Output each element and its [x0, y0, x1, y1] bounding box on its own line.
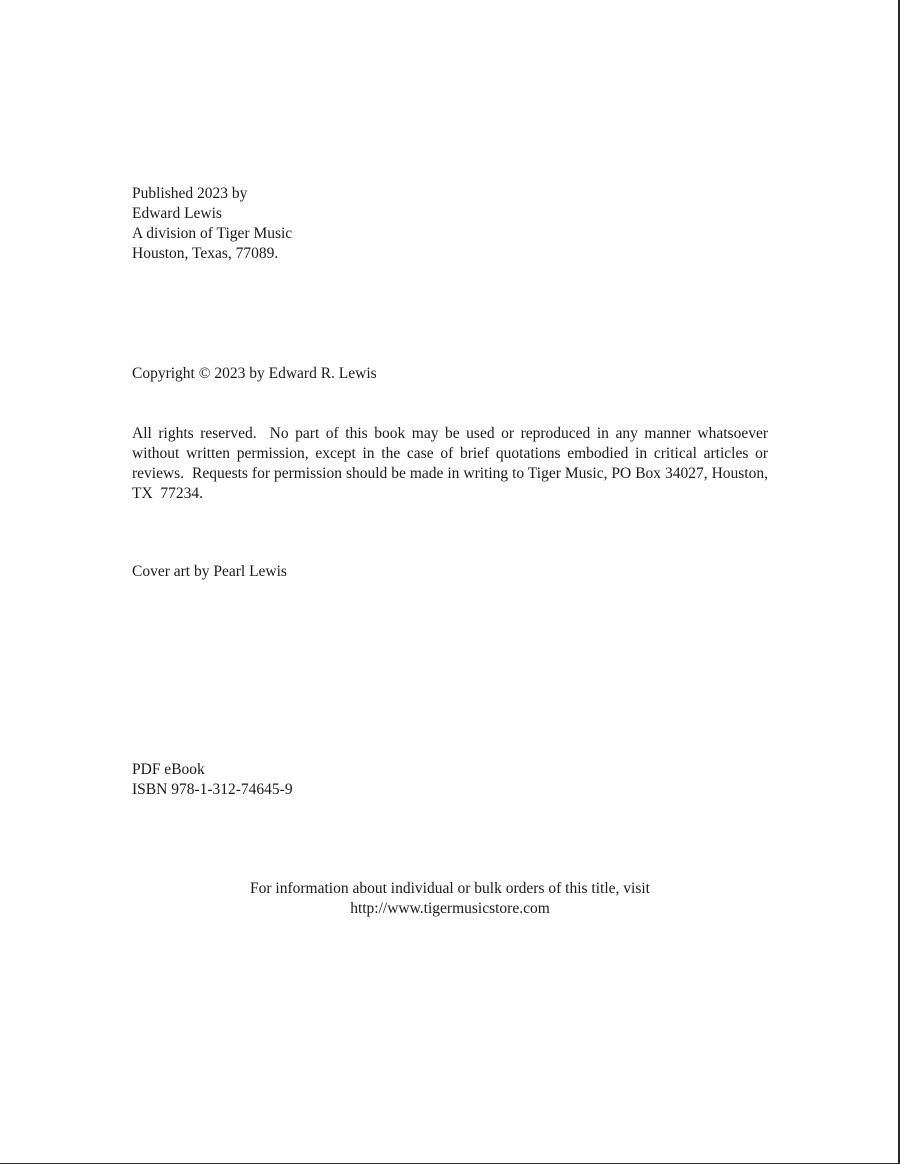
rights-statement: All rights reserved. No part of this book may be used or reproduced in any manner whatsoever without written permission, except in the case of brief quotations embodied in critical articles or reviews. Requests for permission should be made in writing to Tiger Music, PO Box 34027, Houston, TX 77234.	[132, 425, 772, 502]
copyright-notice: Copyright © 2023 by Edward R. Lewis	[132, 365, 377, 382]
store-link[interactable]: http://www.tigermusicstore.com	[350, 900, 550, 917]
publisher-line: A division of Tiger Music	[132, 225, 293, 242]
publisher-line: Houston, Texas, 77089.	[132, 245, 279, 262]
edition-info	[132, 760, 293, 800]
edition-format: PDF eBook	[132, 761, 205, 778]
publisher-line: Published 2023 by	[132, 185, 248, 202]
orders-text: For information about individual or bulk orders of this title, visit	[250, 880, 650, 897]
publisher-info	[132, 184, 292, 264]
isbn: ISBN 978-1-312-74645-9	[132, 781, 293, 798]
cover-art-credit: Cover art by Pearl Lewis	[132, 563, 287, 580]
orders-info	[132, 879, 768, 919]
publisher-line: Edward Lewis	[132, 205, 222, 222]
